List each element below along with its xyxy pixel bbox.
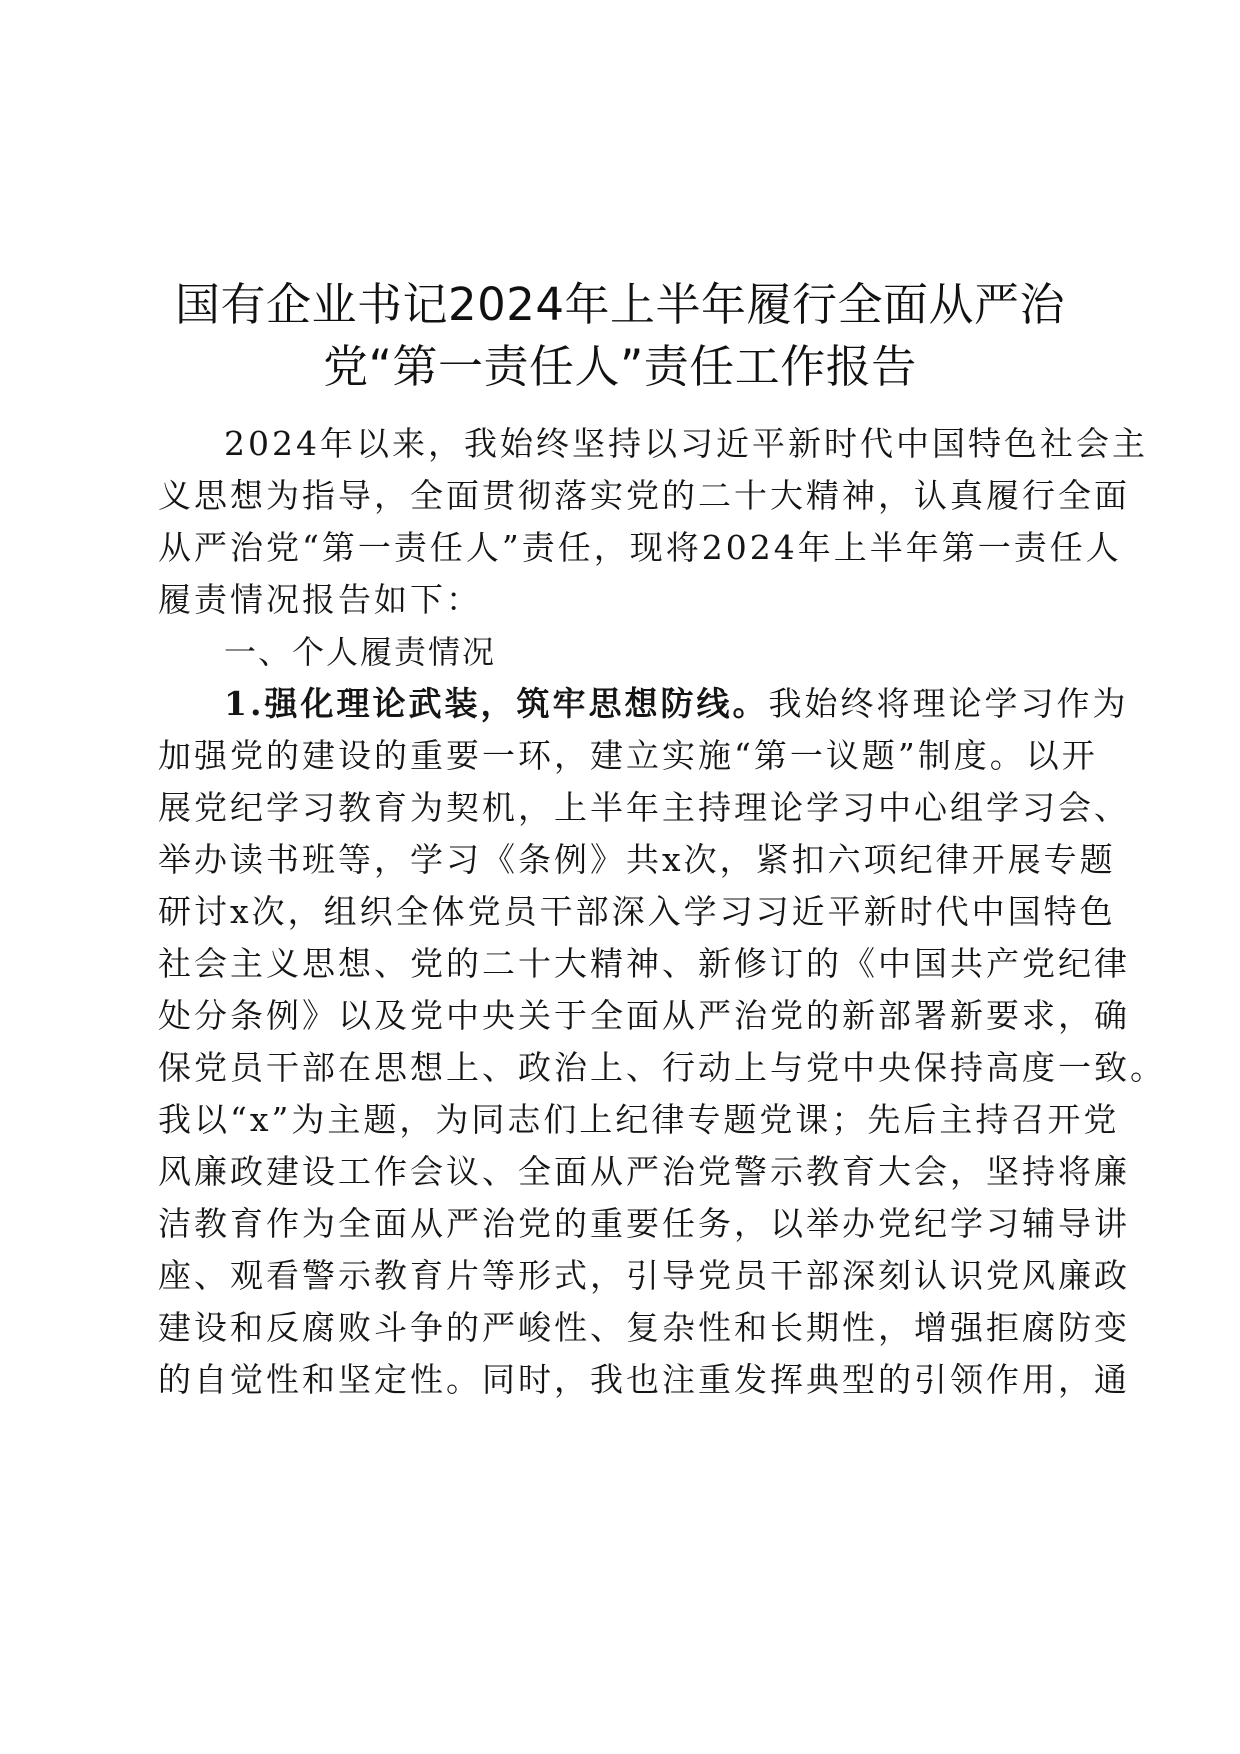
- item-1-line-3: 展党纪学习教育为契机，上半年主持理论学习中心组学习会、: [158, 788, 1130, 827]
- item-1-line-9: 我以“x”为主题，为同志们上纪律专题党课；先后主持召开党: [158, 1100, 1120, 1139]
- item-1-paragraph: [158, 678, 1166, 1406]
- item-1-line-12: 座、观看警示教育片等形式，引导党员干部深刻认识党风廉政: [158, 1256, 1130, 1295]
- item-1-line-5: 研讨x次，组织全体党员干部深入学习习近平新时代中国特色: [158, 892, 1116, 931]
- item-1-line-4: 举办读书班等，学习《条例》共x次，紧扣六项纪律开展专题: [158, 840, 1116, 879]
- item-1-line-1: [158, 678, 1129, 730]
- intro-line-3: 从严治党“第一责任人”责任，现将2024年上半年第一责任人: [158, 528, 1122, 567]
- item-1-line-8: 保党员干部在思想上、政治上、行动上与党中央保持高度一致。: [158, 1048, 1166, 1087]
- item-1-line-7: 处分条例》以及党中央关于全面从严治党的新部署新要求，确: [158, 996, 1130, 1035]
- item-1-line-14: 的自觉性和坚定性。同时，我也注重发挥典型的引领作用，通: [158, 1360, 1130, 1399]
- item-1-line-6: 社会主义思想、党的二十大精神、新修订的《中国共产党纪律: [158, 944, 1130, 983]
- item-1-line-11: 洁教育作为全面从严治党的重要任务，以举办党纪学习辅导讲: [158, 1204, 1130, 1243]
- section-heading-1: 一、个人履责情况: [224, 633, 497, 671]
- document-title: [150, 274, 1090, 398]
- item-1-line-10: 风廉政建设工作会议、全面从严治党警示教育大会，坚持将廉: [158, 1152, 1130, 1191]
- item-1-line-2: 加强党的建设的重要一环，建立实施“第一议题”制度。以开: [158, 736, 1098, 775]
- title-line-2: 党“第一责任人”责任工作报告: [323, 340, 917, 394]
- intro-line-2: 义思想为指导，全面贯彻落实党的二十大精神，认真履行全面: [158, 476, 1130, 515]
- intro-line-4: 履责情况报告如下：: [158, 580, 482, 619]
- item-1-line-13: 建设和反腐败斗争的严峻性、复杂性和长期性，增强拒腐防变: [158, 1308, 1130, 1347]
- title-line-1: 国有企业书记2024年上半年履行全面从严治: [174, 278, 1066, 332]
- item-1-lead: 1.强化理论武装，筑牢思想防线。: [224, 684, 769, 723]
- item-1-line-1-rest: 我始终将理论学习作为: [768, 684, 1129, 723]
- intro-paragraph: [158, 418, 1148, 626]
- intro-line-1: 2024年以来，我始终坚持以习近平新时代中国特色社会主: [224, 424, 1148, 463]
- document-body: [158, 418, 1166, 1406]
